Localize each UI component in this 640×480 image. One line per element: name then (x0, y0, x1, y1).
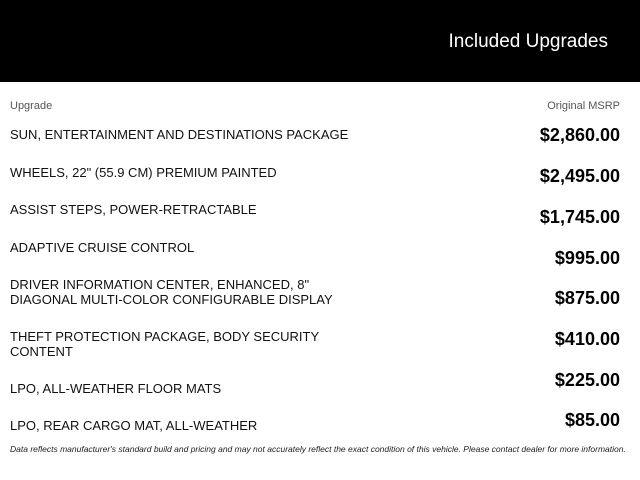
upgrade-price: $85.00 (564, 410, 620, 430)
column-header-msrp: Original MSRP (547, 100, 620, 112)
upgrade-price: $225.00 (554, 370, 620, 390)
upgrade-price: $410.00 (554, 329, 620, 349)
upgrade-price: $875.00 (554, 288, 620, 308)
column-header-upgrade: Upgrade (10, 100, 53, 112)
upgrade-price: $995.00 (554, 248, 620, 268)
disclaimer-text: Data reflects manufacturer's standard build and pricing and may not accurately reflect the exact condition of this vehicle. Please contact dealer for more information. (10, 444, 626, 454)
upgrade-name: THEFT PROTECTION PACKAGE, BODY SECURITY CONTENT (10, 329, 319, 359)
upgrade-name: WHEELS, 22" (55.9 CM) PREMIUM PAINTED (10, 165, 277, 180)
upgrade-name: ADAPTIVE CRUISE CONTROL (10, 240, 195, 255)
page-title: Included Upgrades (448, 31, 608, 52)
upgrade-name: LPO, REAR CARGO MAT, ALL-WEATHER (10, 418, 258, 433)
upgrade-price: $2,860.00 (539, 125, 620, 145)
upgrade-price: $2,495.00 (539, 166, 620, 186)
upgrade-name: LPO, ALL-WEATHER FLOOR MATS (10, 381, 222, 396)
header-bar (0, 0, 640, 82)
upgrade-name: SUN, ENTERTAINMENT AND DESTINATIONS PACKAGE (10, 127, 349, 142)
upgrade-price: $1,745.00 (539, 207, 620, 227)
upgrade-name: ASSIST STEPS, POWER-RETRACTABLE (10, 202, 257, 217)
upgrade-name: DRIVER INFORMATION CENTER, ENHANCED, 8" DIAGONAL MULTI-COLOR CONFIGURABLE DISPLAY (10, 277, 333, 307)
